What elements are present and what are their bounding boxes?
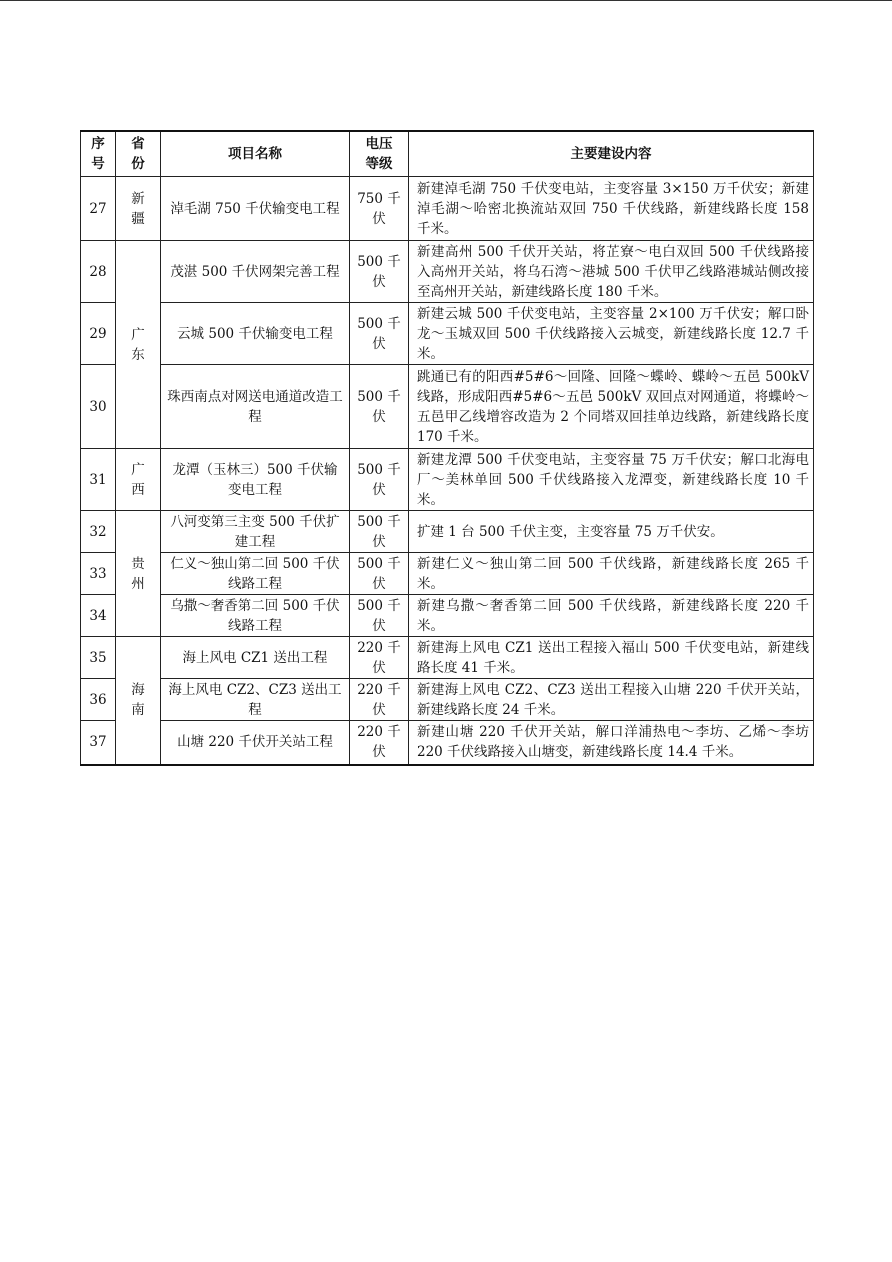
project-name: 淖毛湖 750 千伏输变电工程 [161,177,350,241]
table-row [81,449,814,511]
header-num: 序 号 [81,131,116,177]
province-cell: 贵 州 [116,511,161,637]
table-row [81,303,814,365]
construction-content: 新建乌撒～奢香第二回 500 千伏线路，新建线路长度 220 千米。 [409,595,814,637]
voltage-level: 220 千伏 [350,721,409,765]
table-row [81,679,814,721]
voltage-level: 500 千伏 [350,365,409,449]
project-name: 仁义～独山第二回 500 千伏线路工程 [161,553,350,595]
row-number: 35 [81,637,116,679]
table-row [81,177,814,241]
page-top-rule [0,0,892,1]
project-name: 乌撒～奢香第二回 500 千伏线路工程 [161,595,350,637]
projects-table [80,130,814,766]
table-row [81,595,814,637]
row-number: 31 [81,449,116,511]
voltage-level: 220 千伏 [350,637,409,679]
construction-content: 新建淖毛湖 750 千伏变电站，主变容量 3×150 万千伏安；新建淖毛湖～哈密北换流站双回 750 千伏线路，新建线路长度 158 千米。 [409,177,814,241]
construction-content: 跳通已有的阳西#5#6～回隆、回隆～蝶岭、蝶岭～五邑 500kV 线路，形成阳西#5#6～五邑 500kV 双回点对网通道，将蝶岭～五邑甲乙线增容改造为 2 个同塔双回挂单边线路，新建线路长度 170 千米。 [409,365,814,449]
construction-content: 扩建 1 台 500 千伏主变，主变容量 75 万千伏安。 [409,511,814,553]
header-province: 省 份 [116,131,161,177]
table-row [81,365,814,449]
row-number: 30 [81,365,116,449]
construction-content: 新建高州 500 千伏开关站，将芷寮～电白双回 500 千伏线路接入高州开关站，将乌石湾～港城 500 千伏甲乙线路港城站侧改接至高州开关站，新建线路长度 180 千米。 [409,241,814,303]
row-number: 34 [81,595,116,637]
table-row [81,241,814,303]
voltage-level: 500 千伏 [350,511,409,553]
construction-content: 新建山塘 220 千伏开关站，解口洋浦热电～李坊、乙烯～李坊 220 千伏线路接入山塘变，新建线路长度 14.4 千米。 [409,721,814,765]
construction-content: 新建龙潭 500 千伏变电站，主变容量 75 万千伏安；解口北海电厂～美林单回 500 千伏线路接入龙潭变，新建线路长度 10 千米。 [409,449,814,511]
project-name: 海上风电 CZ2、CZ3 送出工程 [161,679,350,721]
table-row [81,511,814,553]
province-cell: 海 南 [116,637,161,765]
province-cell: 广 东 [116,241,161,449]
row-number: 32 [81,511,116,553]
province-cell: 广 西 [116,449,161,511]
voltage-level: 500 千伏 [350,303,409,365]
project-name: 海上风电 CZ1 送出工程 [161,637,350,679]
voltage-level: 500 千伏 [350,595,409,637]
table-row [81,553,814,595]
row-number: 37 [81,721,116,765]
row-number: 36 [81,679,116,721]
voltage-level: 220 千伏 [350,679,409,721]
construction-content: 新建海上风电 CZ1 送出工程接入福山 500 千伏变电站，新建线路长度 41 千米。 [409,637,814,679]
project-name: 八河变第三主变 500 千伏扩建工程 [161,511,350,553]
row-number: 28 [81,241,116,303]
voltage-level: 500 千伏 [350,449,409,511]
project-name: 云城 500 千伏输变电工程 [161,303,350,365]
project-name: 龙潭（玉林三）500 千伏输变电工程 [161,449,350,511]
table-row [81,721,814,765]
voltage-level: 500 千伏 [350,241,409,303]
construction-content: 新建云城 500 千伏变电站，主变容量 2×100 万千伏安；解口卧龙～玉城双回 500 千伏线路接入云城变，新建线路长度 12.7 千米。 [409,303,814,365]
table-header-row [81,131,814,177]
construction-content: 新建仁义～独山第二回 500 千伏线路，新建线路长度 265 千米。 [409,553,814,595]
table-row [81,637,814,679]
project-name: 茂湛 500 千伏网架完善工程 [161,241,350,303]
header-voltage: 电压 等级 [350,131,409,177]
header-project-name: 项目名称 [161,131,350,177]
row-number: 33 [81,553,116,595]
voltage-level: 500 千伏 [350,553,409,595]
row-number: 29 [81,303,116,365]
province-cell: 新 疆 [116,177,161,241]
project-name: 山塘 220 千伏开关站工程 [161,721,350,765]
row-number: 27 [81,177,116,241]
construction-content: 新建海上风电 CZ2、CZ3 送出工程接入山塘 220 千伏开关站，新建线路长度 24 千米。 [409,679,814,721]
header-content: 主要建设内容 [409,131,814,177]
project-name: 珠西南点对网送电通道改造工程 [161,365,350,449]
voltage-level: 750 千伏 [350,177,409,241]
